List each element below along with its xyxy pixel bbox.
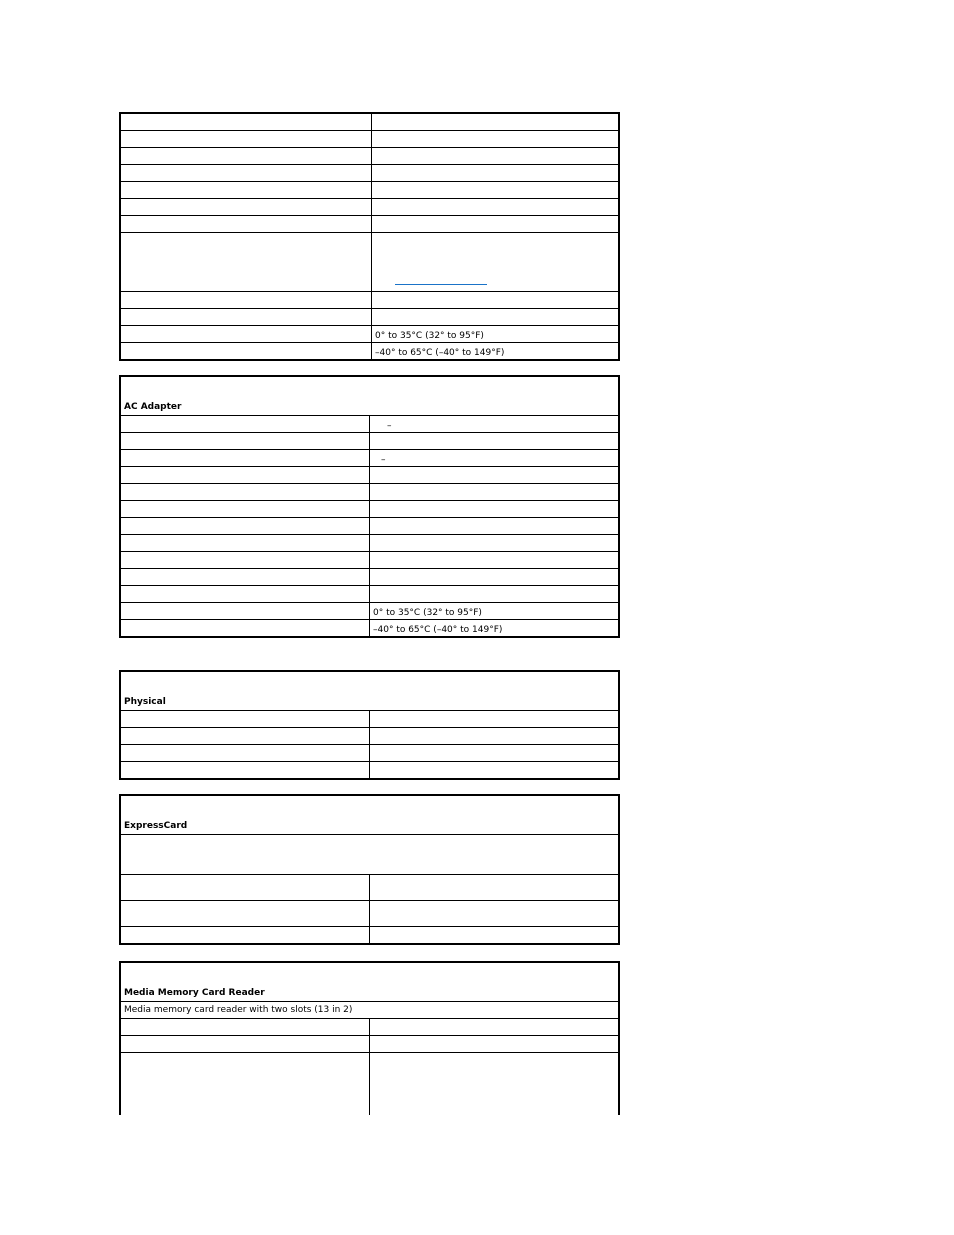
spec-value (372, 292, 620, 309)
spec-value (372, 131, 620, 148)
operating-temperature-label (120, 326, 372, 343)
spec-value (370, 875, 620, 901)
cross-reference-link[interactable] (395, 284, 487, 285)
spec-value (372, 309, 620, 326)
spec-value (370, 1019, 620, 1036)
spec-value-with-link (372, 233, 620, 292)
input-voltage-label (120, 416, 370, 433)
spec-value (370, 762, 620, 780)
spec-value (370, 1036, 620, 1053)
storage-temperature-value: –40° to 65°C (–40° to 149°F) (370, 620, 620, 638)
spec-label (120, 1019, 370, 1036)
spec-label (120, 1036, 370, 1053)
spec-label (120, 552, 370, 569)
section-description: Media memory card reader with two slots (13 in 2) (120, 1002, 619, 1019)
media-card-reader-spec-table (119, 961, 620, 1115)
spec-value (370, 927, 620, 945)
spec-value (370, 728, 620, 745)
battery-spec-table (119, 112, 620, 361)
spec-value (370, 711, 620, 728)
spec-label (120, 309, 372, 326)
spec-label (120, 484, 370, 501)
spec-label (120, 131, 372, 148)
spec-label (120, 535, 370, 552)
section-heading: Media Memory Card Reader (120, 962, 619, 1002)
spec-label (120, 467, 370, 484)
spec-value (370, 745, 620, 762)
section-description (120, 835, 619, 875)
operating-temperature-value: 0° to 35°C (32° to 95°F) (372, 326, 620, 343)
spec-label (120, 728, 370, 745)
spec-label (120, 762, 370, 780)
spec-value (372, 182, 620, 199)
spec-label (120, 148, 372, 165)
spec-value (372, 216, 620, 233)
spec-label (120, 165, 372, 182)
spec-value (370, 484, 620, 501)
spec-label (120, 711, 370, 728)
section-heading: ExpressCard (120, 795, 619, 835)
spec-label (120, 199, 372, 216)
spec-value (370, 535, 620, 552)
spec-label (120, 586, 370, 603)
storage-temperature-value: –40° to 65°C (–40° to 149°F) (372, 343, 620, 361)
spec-value (370, 569, 620, 586)
spec-label (120, 927, 370, 945)
spec-value (370, 1053, 620, 1116)
spec-value (370, 467, 620, 484)
input-frequency-value: – (370, 450, 620, 467)
section-heading: Physical (120, 671, 619, 711)
storage-temperature-label (120, 620, 370, 638)
spec-label (120, 518, 370, 535)
spec-label (120, 113, 372, 131)
spec-label (120, 501, 370, 518)
storage-temperature-label (120, 343, 372, 361)
input-voltage-value: – (370, 416, 620, 433)
spec-label (120, 875, 370, 901)
spec-label (120, 233, 372, 292)
spec-value (370, 501, 620, 518)
expresscard-spec-table (119, 794, 620, 945)
physical-spec-table (119, 670, 620, 780)
spec-label (120, 216, 372, 233)
spec-label (120, 1053, 370, 1116)
spec-label (120, 433, 370, 450)
spec-value (372, 113, 620, 131)
spec-value (370, 433, 620, 450)
spec-value (370, 586, 620, 603)
operating-temperature-value: 0° to 35°C (32° to 95°F) (370, 603, 620, 620)
ac-adapter-spec-table (119, 375, 620, 638)
section-heading: AC Adapter (120, 376, 619, 416)
spec-value (372, 148, 620, 165)
spec-label (120, 292, 372, 309)
spec-value (370, 518, 620, 535)
spec-value (370, 552, 620, 569)
spec-label (120, 745, 370, 762)
spec-value (372, 165, 620, 182)
spec-label (120, 182, 372, 199)
input-frequency-label (120, 450, 370, 467)
spec-label (120, 569, 370, 586)
spec-label (120, 901, 370, 927)
operating-temperature-label (120, 603, 370, 620)
spec-value (370, 901, 620, 927)
spec-value (372, 199, 620, 216)
